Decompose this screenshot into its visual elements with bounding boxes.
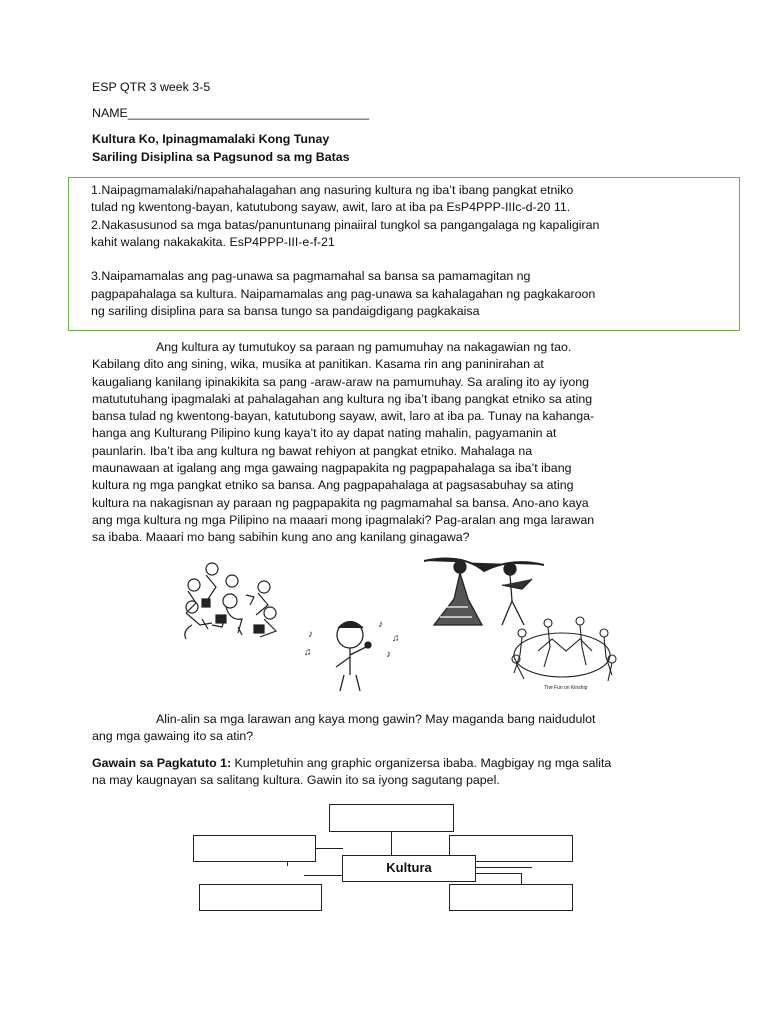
paragraph-line: matututuhang ipagmalaki at pahalagahan ang kultura ng iba’t ibang pangkat etniko sa ating bbox=[92, 391, 593, 406]
paragraph-line: kultura na nakagisnan ay paraan ng pagpapakita ng pagmamahal sa bansa. Ano-ano kaya bbox=[92, 495, 589, 510]
objective-line: pagpapahalaga sa kultura. Naipamamalas ang pag-unawa sa kahalagahan ng pagkakaroon bbox=[91, 287, 596, 301]
objectives-box bbox=[68, 177, 740, 331]
svg-text:♫: ♫ bbox=[392, 633, 400, 644]
paragraph-line: bansa tulad ng kwentong-bayan, katutubong sayaw, awit, laro at iba pa. Tunay na kahanga- bbox=[92, 409, 595, 424]
connector-line bbox=[304, 875, 342, 876]
activity-instructions bbox=[92, 755, 692, 790]
illustration-caption: The Fun on Kinship bbox=[544, 685, 588, 691]
activity-line: na may kaugnayan sa salitang kultura. Gawin ito sa iyong sagutang papel. bbox=[92, 773, 500, 788]
objective-line: ng sariling disiplina para sa bansa tungo sa pandaigdigang pagkakaisa bbox=[91, 304, 480, 318]
paragraph-line: sa ibaba. Maaari mo bang sabihin kung ano ang kanilang ginagawa? bbox=[92, 530, 470, 545]
paragraph-line: ang mga kultura ng mga Pilipino na maaari mong ipagmalaki? Pag-aralan ang mga larawan bbox=[92, 512, 595, 527]
organizer-answer-box-left-bottom[interactable] bbox=[199, 884, 322, 911]
paragraph-line: Kabilang dito ang sining, wika, musika at panitikan. Kasama rin ang paninirahan at bbox=[92, 357, 544, 372]
paragraph-line: hanga ang Kulturang Pilipino kung kaya’t ito ay dapat nating mahalin, pagyamanin at bbox=[92, 426, 557, 441]
paragraph-line: paunlarin. Iba’t iba ang kultura ng bawat rehiyon at pangkat etniko. Mahalaga na bbox=[92, 443, 533, 458]
connector-line bbox=[476, 867, 532, 868]
name-label: NAME bbox=[92, 106, 128, 120]
organizer-answer-box-left-top[interactable] bbox=[193, 835, 316, 862]
paragraph-line: maunawaan at igalang ang mga gawaing nagpapakita ng pagpapahalaga sa iba’t ibang bbox=[92, 461, 572, 476]
circle-game-illustration bbox=[512, 617, 616, 691]
dancing-couple-illustration bbox=[424, 559, 544, 625]
singer-illustration bbox=[304, 619, 400, 691]
organizer-answer-box-top[interactable] bbox=[329, 804, 454, 832]
title-primary: Kultura Ko, Ipinagmamalaki Kong Tunay bbox=[92, 132, 330, 146]
svg-text:♪: ♪ bbox=[386, 649, 391, 660]
objective-line: 1.Naipagmamalaki/napahahalagahan ang nasuring kultura ng iba’t ibang pangkat etniko bbox=[91, 183, 574, 197]
activity-text: Kumpletuhin ang graphic organizersa ibaba. Magbigay ng mga salita bbox=[231, 756, 612, 770]
objective-line: tulad ng kwentong-bayan, katutubong sayaw, awit, laro at iba pa EsP4PPP-IIIc-d-20 11. bbox=[91, 200, 571, 214]
culture-illustrations bbox=[172, 555, 628, 693]
svg-text:♪: ♪ bbox=[378, 619, 383, 630]
connector-line bbox=[476, 873, 522, 874]
question-line: Alin-alin sa mga larawan ang kaya mong gawin? May maganda bang naidudulot bbox=[156, 712, 596, 726]
paragraph-line: Ang kultura ay tumutukoy sa paraan ng pamumuhay na nakagawian ng tao. bbox=[156, 340, 572, 354]
question-paragraph bbox=[92, 711, 692, 746]
organizer-center-kultura: Kultura bbox=[342, 855, 476, 882]
svg-text:♫: ♫ bbox=[304, 647, 312, 658]
course-label: ESP QTR 3 week 3-5 bbox=[92, 80, 211, 94]
activity-line bbox=[92, 755, 692, 772]
organizer-answer-box-right-bottom[interactable] bbox=[449, 884, 573, 911]
connector-line bbox=[391, 831, 392, 855]
intro-paragraph bbox=[92, 339, 692, 547]
paragraph-line: kaugaliang kanilang ipinakikita sa pang -araw-araw na pamumuhay. Sa araling ito ay iyong bbox=[92, 374, 590, 389]
paragraph-line: kultura ng mga pangkat etniko sa bansa. Ang pagpapahalaga at pagsasabuhay sa ating bbox=[92, 478, 574, 493]
objective-line: kahit walang nakakakita. EsP4PPP-III-e-f-21 bbox=[91, 235, 335, 249]
objective-line: 2.Nakasusunod sa mga batas/panuntunang pinaiiral tungkol sa pangangalaga ng kapaligiran bbox=[91, 218, 600, 232]
name-line bbox=[92, 105, 369, 122]
svg-text:♪: ♪ bbox=[308, 629, 313, 640]
title-secondary: Sariling Disiplina sa Pagsunod sa mg Batas bbox=[92, 150, 350, 164]
activity-label: Gawain sa Pagkatuto 1: bbox=[92, 756, 232, 770]
question-line: ang mga gawaing ito sa atin? bbox=[92, 729, 254, 744]
name-blank: ___________________________________ bbox=[127, 106, 370, 120]
objective-line: 3.Naipamamalas ang pag-unawa sa pagmamahal sa bansa sa pamamagitan ng bbox=[91, 269, 531, 283]
storytelling-group-illustration bbox=[185, 563, 276, 639]
